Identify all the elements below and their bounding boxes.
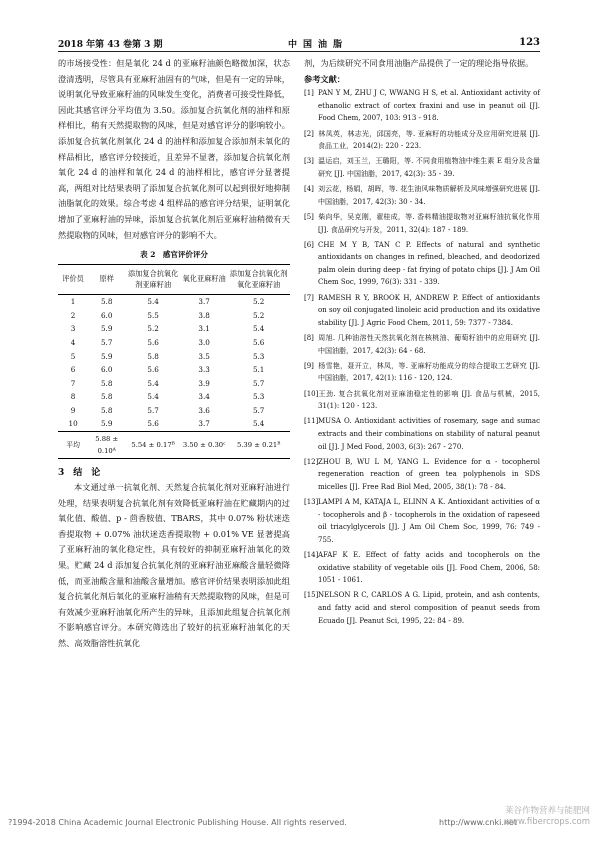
table-cell: 5.8 [147,351,159,361]
reference-list [304,87,540,627]
reference-number: [15] [304,591,319,600]
reference-item [304,415,540,453]
table-cell: 6 [70,365,76,375]
table-cell: 4 [70,337,76,347]
watermark [470,806,590,828]
table-cell: 5.2 [147,324,159,334]
table-cell: 5.1 [252,365,265,375]
reference-item [304,87,540,125]
table-cell: 5.8 [100,392,113,402]
table-cell: 5.7 [147,405,159,415]
left-column [58,56,290,652]
reference-text: RAMESH R Y, BROOK H, ANDREW P. Effect of antioxidants on soy oil conjugated linoleic acid production and its oxidative stability [J]. J Agric Food Chem, 2011, 59: 7377 - 7384. [318,293,540,327]
reference-item [304,155,540,180]
reference-number: [6] [304,240,314,249]
reference-text: NELSON R C, CARLOS A G. Lipid, protein, and ash contents, and fatty acid and sterol composition of peanut seeds from Ecuado [J]. Peanut Sci, 1995, 22: 84 - 89. [318,591,540,625]
reference-number: [13] [304,498,319,507]
continued-paragraph: 剂，为后续研究不同食用油脂产品提供了一定的理论指导依据。 [304,58,534,68]
table-cell: 3 [70,324,76,334]
table-cell: 5.9 [100,351,113,361]
page-header [58,37,540,51]
references-title: 参考文献： [304,73,345,84]
table-cell: 7 [70,378,76,388]
table-cell: 5.9 [100,324,113,334]
table-cell: 3.3 [198,365,210,375]
table-cell: 2 [70,310,76,320]
conclusion-paragraph: 本文通过单一抗氧化剂、天然复合抗氧化剂对亚麻籽油进行处理，结果表明复合抗氧化剂有效降低亚麻籽油在贮藏期内的过氧化值、酸值、p - 茴香胺值、TBARS，其中 0.07% 粉状迷迭香提取物 + 0.07% 油状迷迭香提取物 + 0.01% VE 显著提高了亚麻籽油的氧化稳定性，具有较好的抑制亚麻籽油氧化的效果。贮藏 24 d 添加复合抗氧化剂的亚麻籽油亚麻酸含量轻微降低，而亚油酸含量和油酸含量增加。感官评价结果表明添加此组复合抗氧化剂后氧化的亚麻籽油稍有天然提取物的风味，但是可有效减少亚麻籽油氧化所产生的异味，且添加此组复合抗氧化剂不影响感官评分。本研究筛选出了较好的抗亚麻籽油氧化的天然、高效脂溶性抗氧化 [58,482,290,648]
table-cell: 5.4 [147,297,159,307]
reference-item [304,496,540,546]
table-row [58,417,290,431]
table-cell: 6.0 [100,310,113,320]
table-header: 氧化亚麻籽油 [181,265,227,295]
reference-text: 林凤英，林志光，邱国亮，等. 亚麻籽的功能成分及应用研究进展 [J]. 食品工业，2014(2): 220 - 223. [318,129,540,151]
table-cell: 3.0 [198,337,210,347]
reference-item [304,183,540,208]
table-row [58,390,290,404]
reference-text: LAMPI A M, KATAJA L, ELINN A K. Antioxidant activities of α - tocopherols and β - tocopherols in the oxidation of rapeseed oil triacylglycerols [J]. J Am Oil Chem Soc, 1999, 76: 749 - 755. [318,498,540,544]
issue-info: 2018 年第 43 卷第 3 期 [58,40,163,50]
table-row [58,295,290,309]
reference-number: [4] [304,185,314,194]
reference-text: 柴向华，吴克刚，翟桂成，等. 香料精油提取物对亚麻籽油抗氧化作用 [J]. 食品研究与开发，2011, 32(4): 187 - 189. [318,212,540,234]
table-cell: 5.6 [147,419,159,429]
table-cell: 3.8 [198,310,210,320]
copyright-text: ?1994-2018 China Academic Journal Electronic Publishing House. All rights reserved. [8,818,347,827]
table-header: 添加复合抗氧化剂亚麻籽油 [125,265,181,295]
table-cell: 5.8 [100,297,113,307]
reference-number: [11] [304,417,319,426]
right-column [304,56,540,630]
table-cell: 5.7 [252,405,265,415]
reference-number: [12] [304,457,319,466]
table-row [58,363,290,377]
reference-item [304,360,540,385]
reference-text: PAN Y M, ZHU J C, WWANG H S, et al. Antioxidant activity of ethanolic extract of cortex fraxini and use in peanut oil [J]. Food Chem, 2007, 103: 913 - 918. [318,89,540,123]
table-cell: 3.6 [198,405,210,415]
table-cell: 3.9 [198,378,210,388]
table-cell: 1 [70,297,76,307]
reference-text: MUSA O. Antioxidant activities of rosemary, sage and sumac extracts and their combinations on stability of natural peanut oil [J]. J Med Food, 2003, 6(3): 267 - 270. [318,417,540,451]
reference-item [304,332,540,357]
watermark-url: www.fibercrops.com [504,817,590,827]
table-row [58,336,290,350]
reference-text: 杨雪艳，聂开立，林凤，等. 亚麻籽功能成分的综合提取工艺研究 [J]. 中国油脂，2017, 42(1): 116 - 120, 124. [318,361,540,383]
table-cell: 5.9 [100,419,113,429]
table-cell: 3.4 [198,392,210,402]
table-cell: 5 [70,351,76,361]
reference-number: [7] [304,293,314,302]
table-cell: 3.50 ± 0.30ᶜ [181,432,227,459]
reference-text: CHE M Y B, TAN C P. Effects of natural and synthetic antioxidants on changes in refined, bleached, and deodorized palm olein during deep - fat frying of potato chips [J]. J Am Oil Chem Soc, 1999, 76(3): 331 - 339. [318,240,540,287]
table-cell: 5.4 [147,392,159,402]
reference-item [304,239,540,289]
reference-item [304,128,540,153]
table-row [58,350,290,364]
table-cell: 平均 [58,432,88,459]
table-cell: 5.4 [252,419,265,429]
table-header: 原样 [88,265,125,295]
reference-item [304,388,540,413]
reference-number: [5] [304,212,314,221]
reference-number: [1] [304,89,314,98]
table-row [58,309,290,323]
reference-text: ZHOU B, WU L M, YANG L. Evidence for α - tocopherol regeneration reaction of green tea polyphenols in SDS micelles [J]. Free Rad Biol Med, 2005, 38(1): 78 - 84. [318,457,540,491]
reference-item [304,589,540,627]
section-title: 3 结 论 [58,468,101,479]
reference-item [304,292,540,330]
reference-text: AFAF K E. Effect of fatty acids and tocopherols on the oxidative stability of vegetable oils [J]. Food Chem, 2006, 58: 1051 - 1061. [318,551,540,585]
table-cell: 5.88 ± 0.10ᴬ [88,432,125,459]
reference-item [304,211,540,236]
table-header-row [58,265,290,295]
reference-text: 刘云花，杨娟，胡晖，等. 花生油风味物质解析及风味增强研究进展 [J]. 中国油脂，2017, 42(3): 30 - 34. [318,185,540,206]
reference-text: 周旭. 几种油溶性天然抗氧化剂在核桃油、葡萄籽油中的应用研究 [J]. 中国油脂，2017, 42(3): 64 - 68. [318,334,540,355]
table-cell: 5.7 [252,378,265,388]
table-cell: 5.8 [100,378,113,388]
table-cell: 3.1 [198,324,210,334]
footer-url[interactable]: http://www.cnki.net [439,818,517,827]
table-header: 添加复合抗氧化剂氧化亚麻籽油 [227,265,290,295]
table-cell: 6.0 [100,365,113,375]
table-cell: 5.7 [100,337,113,347]
reference-number: [14] [304,551,319,560]
reference-number: [8] [304,334,314,343]
table-cell: 5.54 ± 0.17ᴮ [125,432,181,459]
table-cell: 5.3 [252,351,265,361]
table-cell: 5.6 [147,337,159,347]
table-row [58,404,290,418]
table-cell: 5.2 [252,297,265,307]
table-caption: 表 2 感官评价评分 [140,250,208,260]
table-cell: 9 [70,405,76,415]
table-cell: 5.2 [252,310,265,320]
table-cell: 5.8 [100,405,113,415]
table-cell: 8 [70,392,76,402]
watermark-title: 莱谷作物营养与能肥网 [504,806,590,816]
table-cell: 5.6 [147,365,159,375]
table-row [58,322,290,336]
reference-item [304,456,540,494]
table-cell: 3.7 [198,419,210,429]
table-cell: 5.4 [252,324,265,334]
journal-name: 中国油脂 [288,40,349,50]
reference-number: [2] [304,129,314,138]
reference-number: [3] [304,157,314,166]
table-cell: 5.6 [252,337,265,347]
sensory-table [58,264,290,459]
intro-paragraph: 的市场接受性：但是氧化 24 d 的亚麻籽油颜色略微加深，状态澄清透明，尽管具有亚麻籽油固有的气味，但是有一定的异味，说明氧化导致亚麻籽油的风味发生变化，消费者可接受性降低，因此其感官评分平均值为 3.50。添加复合抗氧化剂的油样和原样相比，稍有天然提取物的风味，但是对感官评分的影响较小。添加复合抗氧化剂氧化 24 d 的油样和添加复合添加剂未氧化的样品相比，感官评分较接近，且差异不显著，添加复合抗氧化剂氧化 24 d 的油样和氧化 24 d 的油样相比，感官评分显著提高，两组对比结果表明了添加复合抗氧化剂可以起到很好地抑制油脂氧化的效果。综合考虑 4 组样品的感官评分结果，证明氧化增加了亚麻籽油的异味，添加复合抗氧化剂后亚麻籽油稍微有天然提取物的风味，但对感官评分的影响不大。 [58,58,290,240]
table-average-row [58,432,290,459]
reference-number: [10] [304,389,319,398]
reference-item [304,549,540,587]
table-header: 评价员 [58,265,88,295]
page-number: 123 [519,37,540,48]
table-row [58,377,290,391]
table-cell: 3.7 [198,297,210,307]
table-cell: 5.5 [147,310,159,320]
table-cell: 5.4 [147,378,159,388]
header-rule [58,51,540,52]
table-cell: 5.3 [252,392,265,402]
table-cell: 5.39 ± 0.21ᴮ [227,432,290,459]
reference-text: 温运启，刘玉兰，王璐阳，等. 不同食用植物油中维生素 E 组分及含量研究 [J]. 中国油脂，2017, 42(3): 35 - 39. [318,157,540,178]
reference-number: [9] [304,361,314,370]
table-cell: 10 [68,419,78,429]
table-cell: 3.5 [198,351,210,361]
reference-text: 王劲. 复合抗氧化剂对亚麻油稳定性的影响 [J]. 食品与机械，2015, 31(1): 120 - 123. [318,389,540,411]
